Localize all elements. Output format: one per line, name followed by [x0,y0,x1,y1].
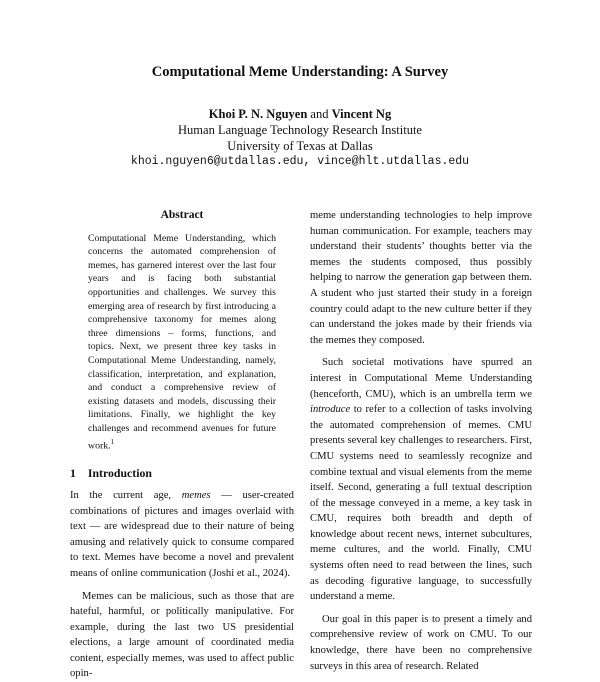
author-block [0,106,600,170]
right-p1-emphasis: introduce [310,404,351,416]
author-2-name: Vincent Ng [331,107,392,121]
right-p1-text-b: to refer to a collection of tasks involving the automated comprehension of memes. CMU presents several key challenges to researchers. First, CMU systems need to seamlessly recognize and combine textual and visual elements from the meme itself. Second, generating a full textual description of the message conveyed in a meme, a key task in CMU, requires both breadth and depth of knowledge about recent news, internet subcultures, meme cultures, and the world. Finally, CMU systems often need to read between the lines, such as decoding figurative language, to successfully understand a meme. [310,404,532,603]
right-column [310,208,532,674]
intro-paragraph-1 [70,488,294,582]
section-heading-introduction [70,466,294,482]
right-paragraph-continued: meme understanding technologies to help improve human communication. For example, teachers may understand their students’ thoughts better via the memes the students composed, thus possibly helping to narrow the generation gap between them. A student who just started their study in a foreign country could adapt to the new culture better if they can understand the jokes made by their friends via the memes they composed. [310,210,532,346]
abstract-heading: Abstract [160,209,204,221]
section-title: Introduction [87,466,152,481]
right-p1-text-a: Such societal motivations have spurred an interest in Computational Meme Understanding (henceforth, CMU), which is an umbrella term we [310,357,532,400]
abstract-footnote-mark: 1 [110,437,115,446]
author-1-name: Khoi P. N. Nguyen [208,107,308,121]
abstract-body [70,232,294,453]
intro-paragraph-2: Memes can be malicious, such as those that are hateful, harmful, or politically manipulative. For example, during the last two US presidential elections, a large amount of coordinated media content, especially memes, was used to affect public opin- [70,590,294,680]
right-paragraph-motivation [310,355,532,605]
abstract-text: Computational Meme Understanding, which concerns the automated comprehension of memes, has garnered interest over the last four years and is facing both substantial opportunities and challenges. We survey this emerging area of research by first introducing a comprehensive taxonomy for memes along three dimensions – forms, functions, and topics. Next, we present three key tasks in Computational Meme Understanding, namely, classification, interpretation, and explanation, and conduct a comprehensive review of existing datasets and models, discussing their limitations. Finally, we highlight the key challenges and recommend avenues for future work. [88,232,276,451]
author-conjunction: and [310,107,329,121]
left-column [70,208,294,682]
intro-p1-text-b: — user-created combinations of pictures and images overlaid with text — are widespread due to their nature of being amusing and relatively quick to consume compared to text. Memes have become a novel and prevalent means of online communication (Joshi et al., 2024). [70,489,294,579]
section-number: 1 [70,466,76,481]
paper-title: Computational Meme Understanding: A Survey [151,64,449,80]
author-university: University of Texas at Dallas [227,139,373,153]
intro-p1-text-a: In the current age, [70,489,182,501]
author-institute: Human Language Technology Research Institute [178,123,422,137]
right-paragraph-goal: Our goal in this paper is to present a timely and comprehensive review of work on CMU. To our knowledge, there have been no comprehensive surveys in this area of research. Related [310,613,532,672]
author-emails: khoi.nguyen6@utdallas.edu, vince@hlt.utdallas.edu [130,155,470,168]
intro-p1-emphasis: memes [181,489,211,501]
author-line [0,106,600,122]
